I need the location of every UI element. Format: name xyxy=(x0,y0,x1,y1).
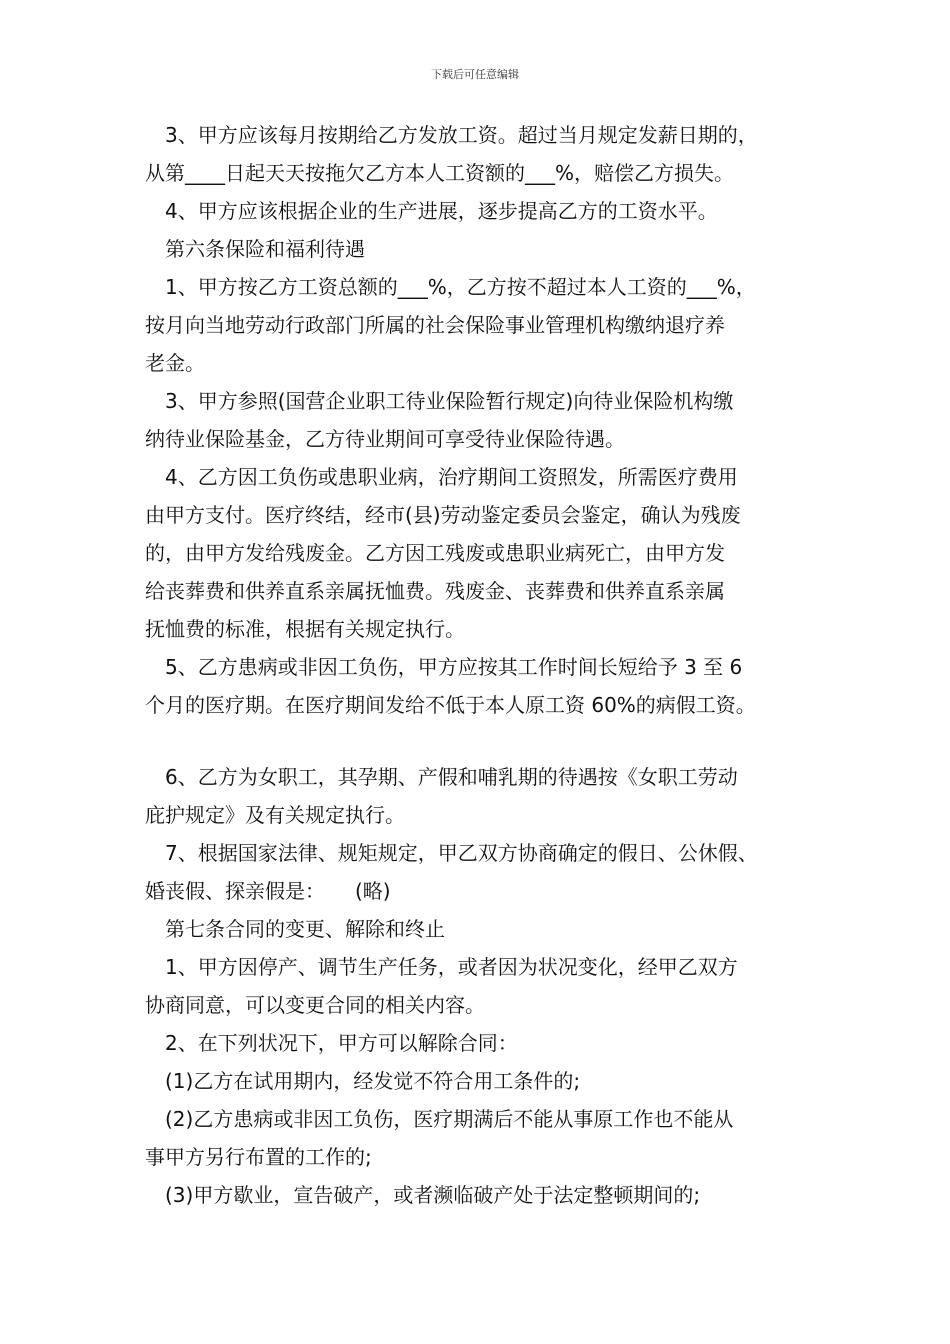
text-line: 2、在下列状况下，甲方可以解除合同： xyxy=(145,1031,518,1055)
text-line: 按月向当地劳动行政部门所属的社会保险事业管理机构缴纳退疗养 xyxy=(145,313,725,337)
text-line: 庇护规定》及有关规定执行。 xyxy=(145,803,405,827)
text-line: 事甲方另行布置的工作的; xyxy=(145,1145,372,1169)
text-line: 的，由甲方发给残废金。乙方因工残废或患职业病死亡，由甲方发 xyxy=(145,541,725,565)
text-line: 抚恤费的标准，根据有关规定执行。 xyxy=(145,617,465,641)
text-line: (3)甲方歇业，宣告破产，或者濒临破产处于法定整顿期间的; xyxy=(145,1183,701,1207)
text-line: 协商同意，可以变更合同的相关内容。 xyxy=(145,993,485,1017)
text-line: 4、乙方因工负伤或患职业病，治疗期间工资照发，所需医疗费用 xyxy=(145,465,738,489)
text-line: 1、甲方因停产、调节生产任务，或者因为状况变化，经甲乙双方 xyxy=(145,955,738,979)
text-line: 给丧葬费和供养直系亲属抚恤费。残废金、丧葬费和供养直系亲属 xyxy=(145,579,725,603)
text-line: 3、甲方应该每月按期给乙方发放工资。超过当月规定发薪日期的， xyxy=(145,123,758,147)
text-line: 婚丧假、探亲假是： (略) xyxy=(145,879,391,903)
section-heading: 第七条合同的变更、解除和终止 xyxy=(145,917,445,941)
text-line: 7、根据国家法律、规矩规定，甲乙双方协商确定的假日、公休假、 xyxy=(145,841,758,865)
text-line: 由甲方支付。医疗终结，经市(县)劳动鉴定委员会鉴定，确认为残废 xyxy=(145,503,741,527)
paragraph-gap xyxy=(145,724,825,758)
page-header: 下载后可任意编辑 xyxy=(431,68,519,81)
text-line: 1、甲方按乙方工资总额的___%，乙方按不超过本人工资的___%， xyxy=(145,275,756,299)
text-line: 纳待业保险基金，乙方待业期间可享受待业保险待遇。 xyxy=(145,427,625,451)
text-line: 从第____日起天天按拖欠乙方本人工资额的___%，赔偿乙方损失。 xyxy=(145,161,735,185)
text-line: (2)乙方患病或非因工负伤，医疗期满后不能从事原工作也不能从 xyxy=(145,1107,734,1131)
section-heading: 第六条保险和福利待遇 xyxy=(145,237,365,261)
text-line: 3、甲方参照(国营企业职工待业保险暂行规定)向待业保险机构缴 xyxy=(145,389,734,413)
text-line: (1)乙方在试用期内，经发觉不符合用工条件的; xyxy=(145,1069,581,1093)
text-line: 5、乙方患病或非因工负伤，甲方应按其工作时间长短给予 3 至 6 xyxy=(145,655,743,679)
text-line: 4、甲方应该根据企业的生产进展，逐步提高乙方的工资水平。 xyxy=(145,199,718,223)
text-line: 6、乙方为女职工，其孕期、产假和哺乳期的待遇按《女职工劳动 xyxy=(145,765,738,789)
text-line: 老金。 xyxy=(145,351,205,375)
text-line: 个月的医疗期。在医疗期间发给不低于本人原工资 60%的病假工资。 xyxy=(145,693,756,717)
document-body xyxy=(145,116,825,1214)
